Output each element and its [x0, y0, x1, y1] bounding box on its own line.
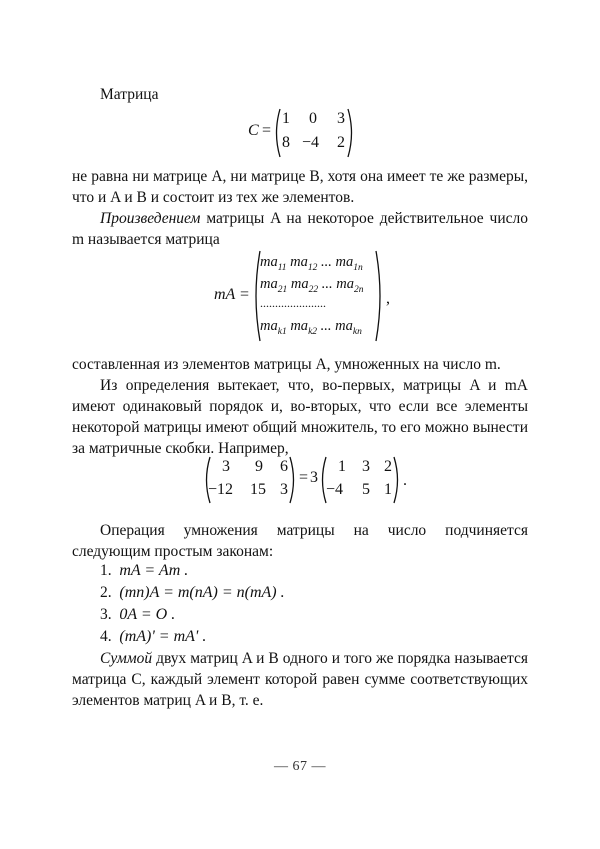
matrix-ma-trail: , — [386, 290, 390, 307]
example-right-cell: 3 — [362, 458, 370, 475]
laws-list — [100, 562, 400, 650]
example-factor: 3 — [310, 469, 318, 486]
right-paren — [392, 456, 402, 504]
example-left-cell: 9 — [255, 458, 263, 475]
left-paren — [272, 108, 282, 158]
example-right-cell: −4 — [326, 481, 344, 498]
paragraph-6-text: двух матриц A и B одного и того же порядка называется матрица C, каждый элемент которой равен сумме соответствующих элементов матриц A и B, т. е. — [72, 650, 528, 709]
example-right-cell: 1 — [338, 458, 346, 475]
law-item: 1. mA = Am . — [100, 562, 189, 579]
example-left-cell: 3 — [222, 458, 230, 475]
example-equation — [202, 456, 414, 504]
matrix-ma-lhs: mA — [214, 286, 236, 303]
paragraph-3: составленная из элементов матрицы A, умноженных на число m. — [72, 356, 501, 373]
example-eq: = — [299, 469, 309, 486]
matrix-ma-row-1: $ma_{11}$ $ma_{12}$ ... $ma_{1n}$ — [260, 254, 363, 273]
example-right-cell: 1 — [384, 481, 392, 498]
term-sum: Суммой — [100, 650, 153, 667]
matrix-ma-dots: ...................... — [260, 296, 326, 310]
matrix-ma-row-3: $ma_{k1}$ $ma_{k2}$ ... $ma_{kn}$ — [260, 318, 362, 337]
law-item: 4. (mA)' = mA' . — [100, 628, 207, 645]
example-left-cell: 15 — [250, 481, 266, 498]
right-paren — [346, 108, 356, 158]
example-right-cell: 5 — [362, 481, 370, 498]
matrix-c-cell: 0 — [309, 110, 317, 127]
intro-word: Матрица — [100, 86, 159, 103]
matrix-c-cell: 2 — [337, 134, 345, 151]
example-right-cell: 2 — [384, 458, 392, 475]
matrix-ma-equation — [214, 250, 414, 342]
matrix-ma-row-2: $ma_{21}$ $ma_{22}$ ... $ma_{2n}$ — [260, 276, 364, 295]
right-paren — [374, 250, 384, 342]
matrix-c-cell: 3 — [337, 110, 345, 127]
example-left-cell: −12 — [208, 481, 234, 498]
matrix-ma-eq: = — [240, 286, 250, 303]
term-product: Произведением — [100, 210, 201, 227]
matrix-c-cell: −4 — [302, 134, 320, 151]
paragraph-5: Операция умножения матрицы на число подчиняется следующим простым законам: — [72, 522, 528, 560]
paragraph-4: Из определения вытекает, что, во-первых, матрицы A и mA имеют одинаковый порядок и, во-вторых, что если все элементы некоторой матрицы имеют общий множитель, то его можно вынести за матричные скобки. Например, — [72, 377, 528, 457]
law-item: 2. (mn)A = m(nA) = n(mA) . — [100, 584, 285, 601]
page-number: — 67 — — [274, 759, 326, 774]
example-left-cell: 3 — [280, 481, 288, 498]
matrix-c-eq: = — [262, 122, 272, 139]
paragraph-6 — [72, 648, 528, 711]
right-paren — [288, 456, 298, 504]
example-left-cell: 6 — [280, 458, 288, 475]
matrix-c-lhs: C — [248, 122, 259, 139]
example-trail: . — [403, 472, 407, 489]
paragraph-2 — [72, 208, 528, 250]
matrix-c-equation — [248, 108, 368, 158]
paragraph-2-text: матрицы A на некоторое действительное число m называется матрица — [72, 210, 528, 248]
paragraph-1: не равна ни матрице A, ни матрице B, хотя она имеет те же размеры, что и A и B и состоит из тех же элементов. — [72, 168, 528, 206]
law-item: 3. 0A = O . — [100, 606, 176, 623]
matrix-c-cell: 1 — [282, 110, 290, 127]
matrix-c-cell: 8 — [282, 134, 290, 151]
